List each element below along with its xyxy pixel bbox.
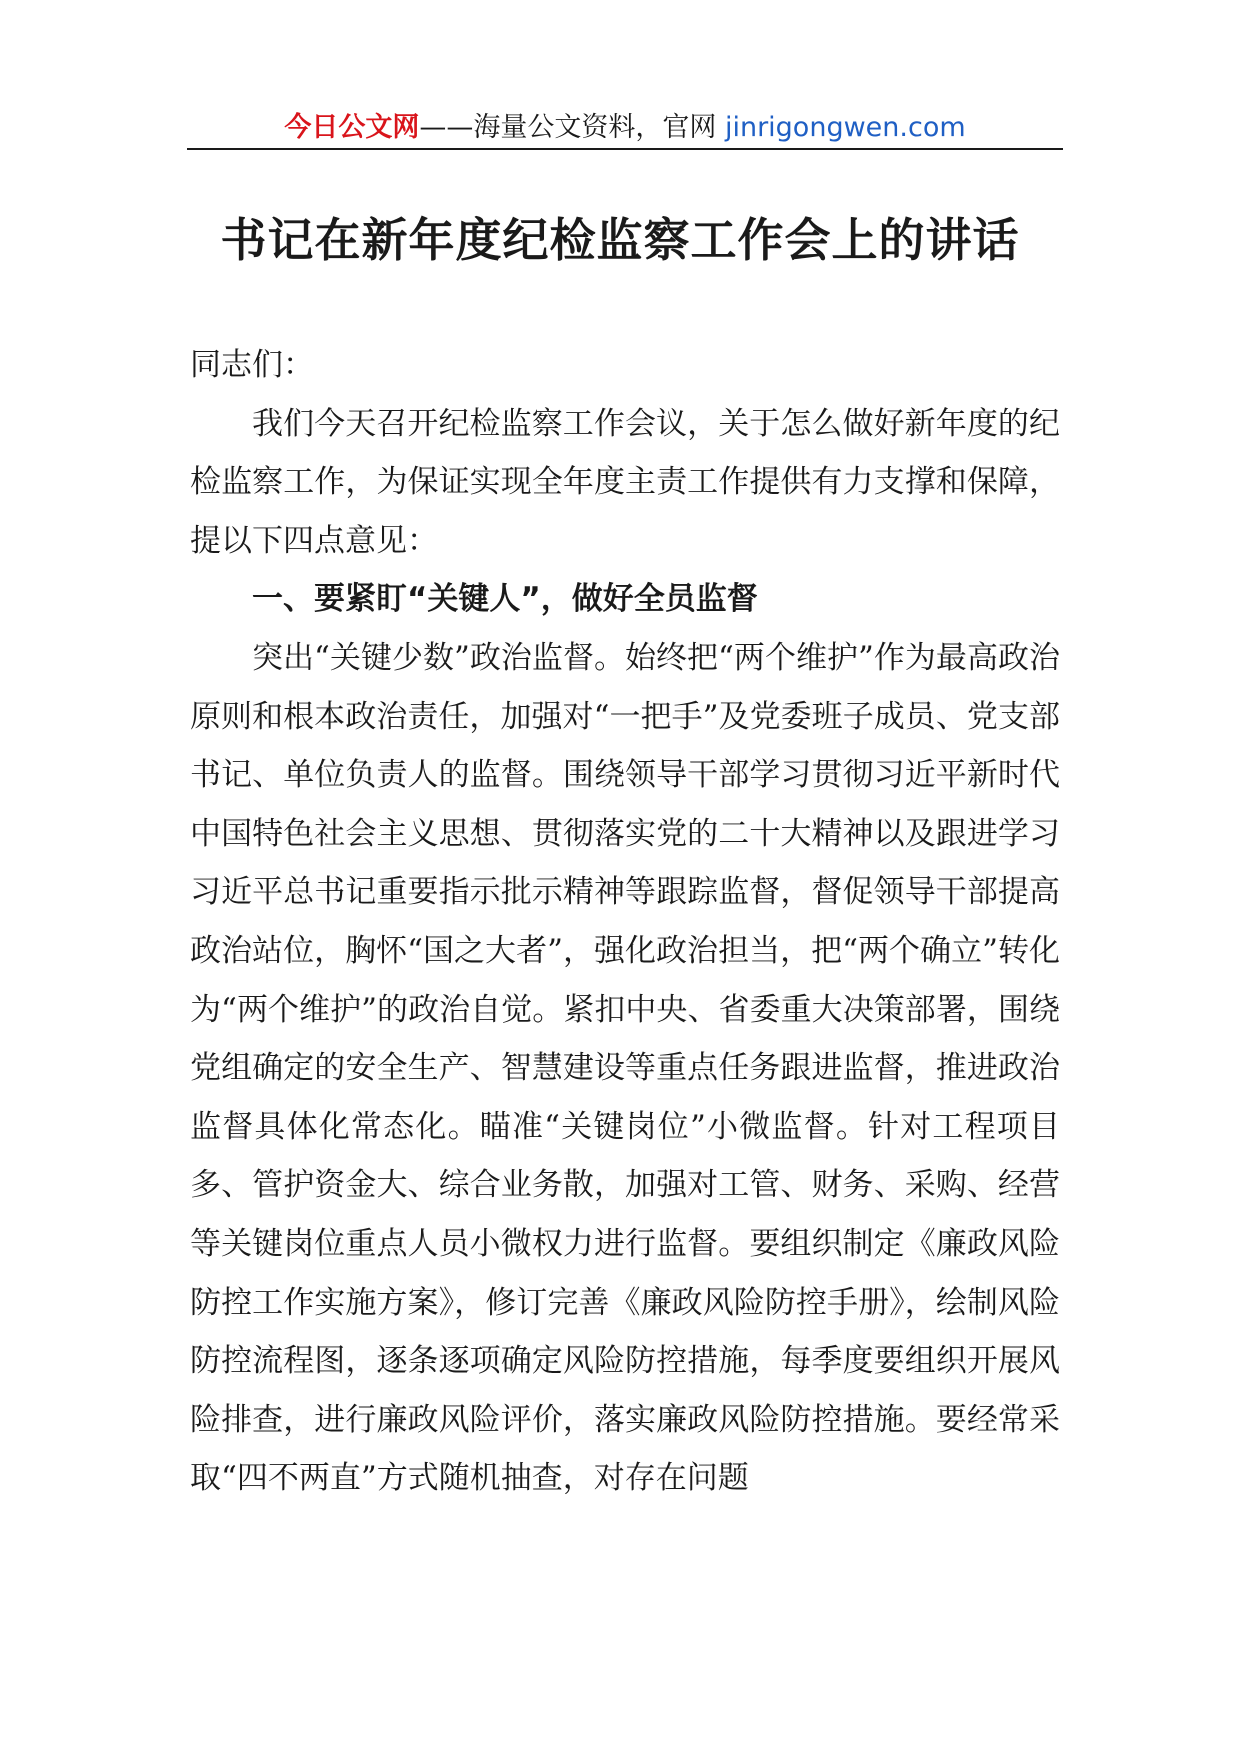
- header-divider: [187, 148, 1063, 150]
- intro-paragraph: 我们今天召开纪检监察工作会议，关于怎么做好新年度的纪检监察工作，为保证实现全年度主责工作提供有力支撑和保障，提以下四点意见：: [190, 405, 1060, 559]
- site-header: [187, 103, 1063, 153]
- section-1-paragraph: 突出“关键少数”政治监督。始终把“两个维护”作为最高政治原则和根本政治责任，加强对“一把手”及党委班子成员、党支部书记、单位负责人的监督。围绕领导干部学习贯彻习近平新时代中国特色社会主义思想、贯彻落实党的二十大精神以及跟进学习习近平总书记重要指示批示精神等跟踪监督，督促领导干部提高政治站位，胸怀“国之大者”，强化政治担当，把“两个确立”转化为“两个维护”的政治自觉。紧扣中央、省委重大决策部署，围绕党组确定的安全生产、智慧建设等重点任务跟进监督，推进政治监督具体化常态化。瞄准“关键岗位”小微监督。针对工程项目多、管护资金大、综合业务散，加强对工管、财务、采购、经营等关键岗位重点人员小微权力进行监督。要组织制定《廉政风险防控工作实施方案》，修订完善《廉政风险防控手册》，绘制风险防控流程图，逐条逐项确定风险防控措施，每季度要组织开展风险排查，进行廉政风险评价，落实廉政风险防控措施。要经常采取“四不两直”方式随机抽查，对存在问题: [190, 639, 1060, 1497]
- salutation: 同志们：: [190, 347, 314, 383]
- site-url[interactable]: jinrigongwen.com: [724, 112, 966, 143]
- header-slogan: ——海量公文资料，官网: [419, 112, 717, 143]
- section-heading-1: 一、要紧盯“关键人”，做好全员监督: [252, 581, 758, 618]
- document-title: 书记在新年度纪检监察工作会上的讲话: [220, 213, 1020, 267]
- brand-name: 今日公文网: [284, 112, 420, 143]
- document-body: [190, 336, 1060, 1508]
